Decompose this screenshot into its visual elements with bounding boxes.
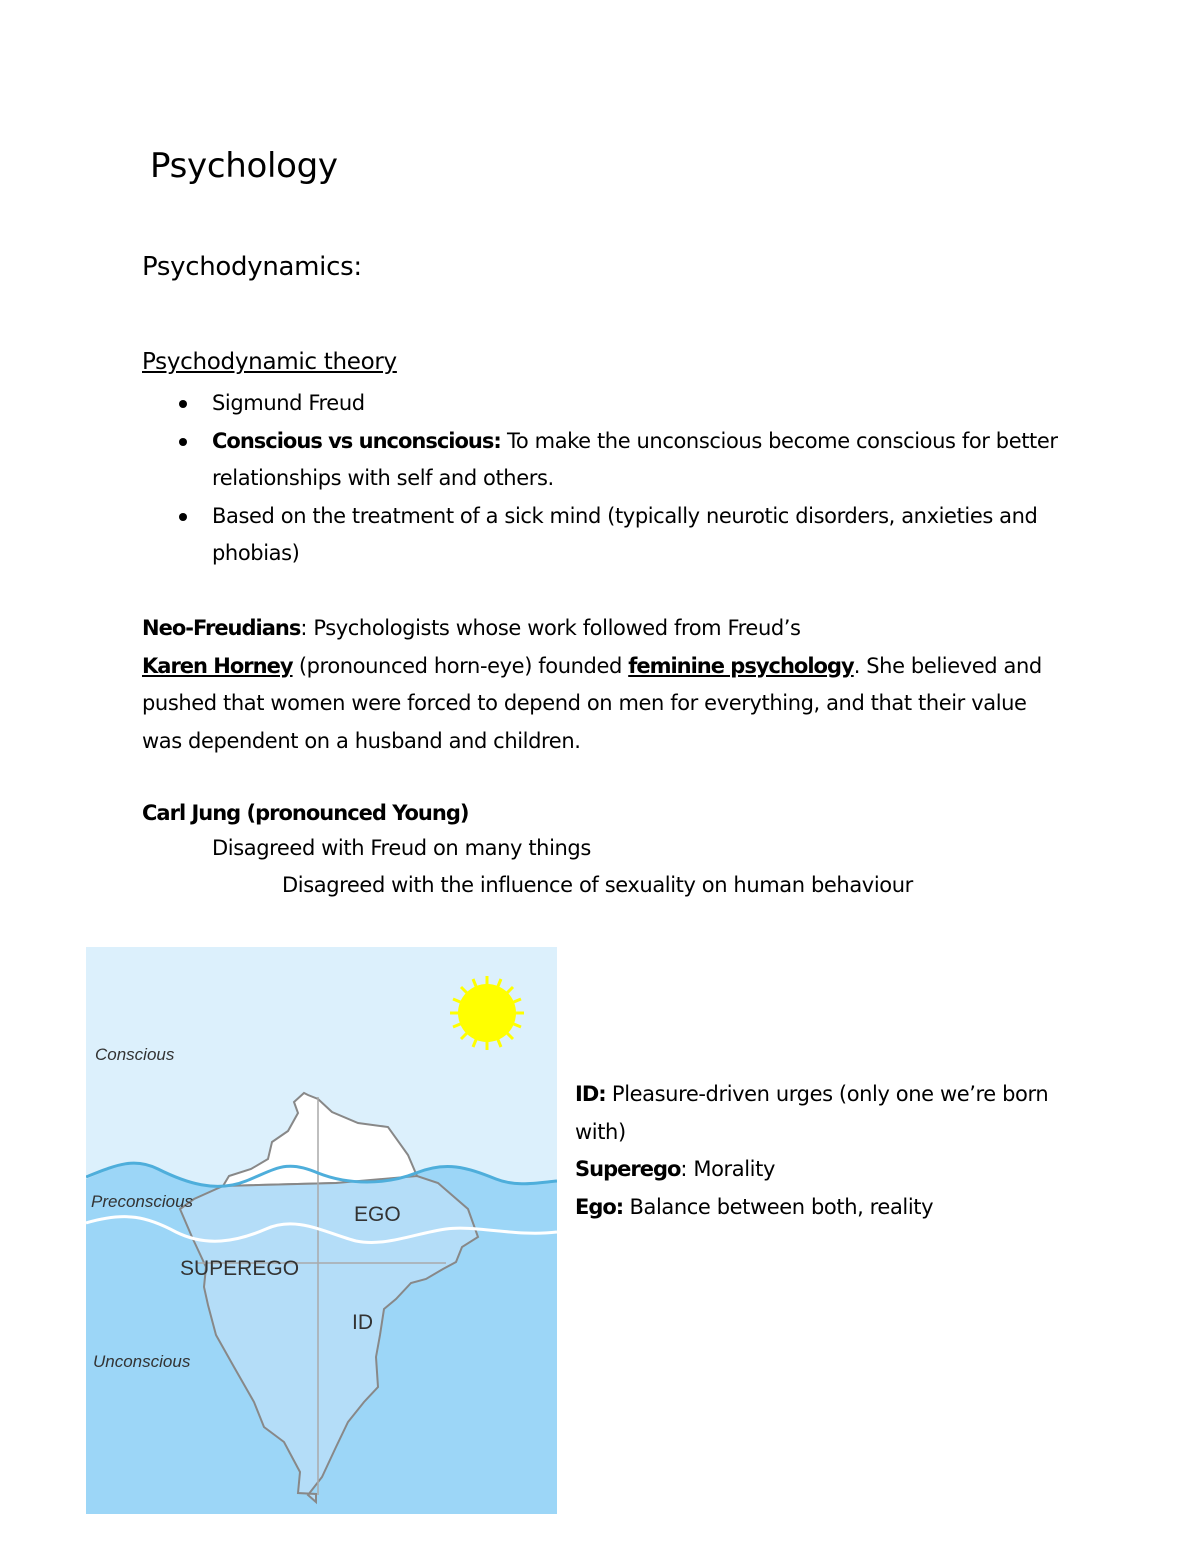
definition-text: Pleasure-driven urges (only one we’re born with) — [575, 1082, 1049, 1144]
horney-text: . She believed and pushed that women were forced to depend on men for everything, and that their value was dependent on a husband and children. — [142, 653, 1042, 753]
definition-term: ID: — [575, 1082, 606, 1106]
iceberg-svg — [86, 947, 557, 1514]
definition-ego — [575, 1189, 1075, 1227]
neo-freudians-term: Neo-Freudians — [142, 616, 301, 640]
horney-paragraph — [142, 648, 1072, 761]
bullet-item — [142, 498, 1072, 573]
neo-freudians-paragraph — [142, 610, 1072, 760]
definition-superego — [575, 1151, 1075, 1189]
label-preconscious: Preconscious — [91, 1192, 194, 1211]
bullet-list — [142, 385, 1072, 573]
label-id: ID — [352, 1311, 373, 1334]
bullet-text: Sigmund Freud — [212, 391, 365, 415]
neo-freudians-line — [142, 610, 1072, 648]
label-unconscious: Unconscious — [93, 1352, 191, 1371]
jung-line: Disagreed with the influence of sexuality on human behaviour — [282, 873, 913, 897]
bullet-text: Based on the treatment of a sick mind (typically neurotic disorders, anxieties and phobias) — [212, 503, 1038, 565]
definitions-block — [575, 1076, 1075, 1226]
label-conscious: Conscious — [95, 1045, 175, 1064]
jung-heading: Carl Jung (pronounced Young) — [142, 801, 469, 825]
jung-line: Disagreed with Freud on many things — [212, 836, 591, 860]
sun-icon — [450, 976, 524, 1050]
bullet-term: Conscious vs unconscious: — [212, 428, 501, 453]
horney-text: (pronounced horn-eye) founded — [292, 653, 629, 678]
bullet-text: To make the unconscious become conscious for better relationships with self and others. — [212, 428, 1058, 490]
definition-id — [575, 1076, 1075, 1151]
horney-field: feminine psychology — [628, 653, 854, 678]
label-superego: SUPEREGO — [180, 1257, 300, 1280]
definition-text: Balance between both, reality — [623, 1194, 934, 1219]
iceberg-diagram — [86, 947, 557, 1514]
horney-name: Karen Horney — [142, 653, 293, 678]
definition-text: : Morality — [680, 1157, 775, 1181]
section-heading: Psychodynamic theory — [142, 349, 397, 375]
bullet-item — [142, 385, 1072, 423]
section-title: Psychodynamics: — [142, 252, 362, 282]
bullet-item — [142, 423, 1072, 498]
label-ego: EGO — [354, 1203, 401, 1226]
definition-term: Ego: — [575, 1194, 624, 1219]
neo-freudians-definition: : Psychologists whose work followed from Freud’s — [300, 616, 801, 640]
definition-term: Superego — [575, 1157, 681, 1181]
document-title: Psychology — [150, 146, 338, 186]
